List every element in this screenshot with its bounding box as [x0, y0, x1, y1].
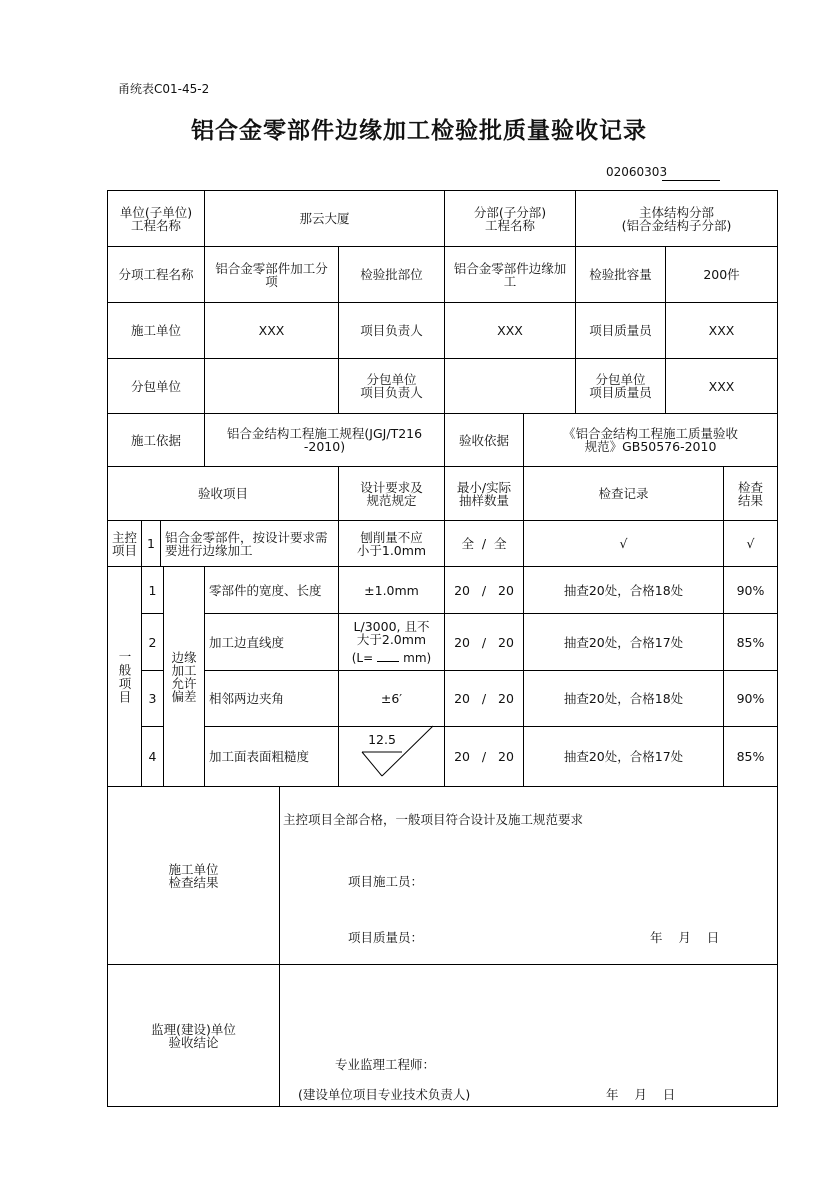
supervision-label: 监理(建设)单位 验收结论 [151, 1021, 236, 1050]
subcontract-unit-value [205, 359, 338, 413]
general-row-2-item: 加工边直线度 [209, 634, 285, 650]
subdivision-label: 分部(子分部) 工程名称 [473, 204, 547, 233]
inspection-part-label: 检验批部位 [360, 267, 423, 282]
main-control-requirement: 刨削量不应 小于1.0mm [356, 529, 427, 558]
general-row-2-result: 85% [736, 634, 765, 650]
construction-unit-value: XXX [258, 323, 285, 338]
main-control-result: √ [746, 536, 755, 551]
general-row-4-item: 加工面表面粗糙度 [209, 749, 310, 764]
length-blank [377, 651, 399, 662]
main-control-sampling: 全 / 全 [461, 536, 507, 551]
general-row-2-no: 2 [148, 634, 157, 650]
general-label-text: 一般项目 [117, 649, 132, 704]
form-code: 甬统表C01-45-2 [118, 82, 210, 96]
main-control-label: 主控 项目 [111, 529, 137, 558]
subcontract-manager-label: 分包单位 项目负责人 [360, 372, 423, 400]
construction-basis-label: 施工依据 [130, 432, 181, 448]
subcontract-unit-label: 分包单位 [130, 378, 181, 394]
header-item: 验收项目 [197, 486, 248, 501]
page-title: 铝合金零部件边缘加工检验批质量验收记录 [191, 117, 647, 144]
general-row-2-sampling: 20 / 20 [454, 634, 514, 650]
supervision-engineer-label: 专业监理工程师： [335, 1057, 436, 1072]
general-row-3-requirement: ±6′ [380, 691, 403, 706]
main-control-record: √ [619, 536, 628, 551]
length-prefix: (L= [351, 650, 374, 665]
unit-value: 那云大厦 [299, 211, 350, 226]
construction-inspector-label: 项目施工员： [348, 874, 424, 889]
supervision-date: 年 月 日 [606, 1087, 676, 1102]
subcontract-quality-value: XXX [708, 378, 735, 394]
item-project-value: 铝合金零部件加工分项 [215, 260, 328, 289]
general-row-4-result: 85% [736, 749, 765, 764]
general-row-4-record: 抽查20处，合格17处 [563, 749, 684, 764]
general-row-3-sampling: 20 / 20 [454, 691, 514, 706]
doc-number: 02060303 [606, 165, 668, 179]
batch-capacity-value: 200件 [703, 267, 740, 282]
batch-capacity-label: 检验批容量 [589, 267, 652, 282]
construction-basis-value: 铝合金结构工程施工规程(JGJ/T216 -2010) [226, 426, 423, 454]
project-manager-label: 项目负责人 [360, 323, 423, 338]
general-row-1-record: 抽查20处，合格18处 [563, 582, 684, 598]
header-design-req: 设计要求及 规范规定 [360, 479, 423, 508]
item-project-label: 分项工程名称 [118, 267, 194, 282]
construction-date: 年 月 日 [650, 930, 720, 945]
main-control-no: 1 [147, 536, 155, 551]
header-record: 检查记录 [598, 486, 649, 501]
header-sampling: 最小/实际 抽样数量 [456, 479, 512, 508]
general-group-label: 边缘 加工 允许 偏差 [171, 649, 197, 704]
project-manager-value: XXX [497, 323, 523, 338]
general-row-2-requirement-cell [339, 614, 444, 670]
general-row-3-no: 3 [148, 691, 157, 706]
general-row-1-no: 1 [148, 582, 157, 598]
subdivision-value: 主体结构分部 (铝合金结构子分部) [621, 204, 732, 233]
general-label [108, 567, 141, 786]
general-row-1-result: 90% [736, 582, 765, 598]
general-row-2-requirement: L/3000, 且不 大于2.0mm [353, 618, 430, 647]
general-row-2-record: 抽查20处，合格17处 [563, 634, 684, 650]
general-row-4-requirement: 12.5 [368, 731, 396, 747]
general-row-4-sampling: 20 / 20 [454, 749, 514, 764]
general-row-3-record: 抽查20处，合格18处 [563, 691, 684, 706]
general-row-3-item: 相邻两边夹角 [209, 691, 285, 706]
general-row-4-no: 4 [148, 749, 157, 764]
acceptance-basis-label: 验收依据 [458, 432, 509, 448]
main-control-item: 铝合金零部件，按设计要求需要进行边缘加工 [165, 529, 328, 558]
general-row-1-item: 零部件的宽度、长度 [209, 582, 322, 598]
inspection-part-value: 铝合金零部件边缘加工 [453, 260, 567, 289]
construction-check-conclusion: 主控项目全部合格，一般项目符合设计及施工规范要求 [283, 812, 584, 827]
header-result: 检查 结果 [737, 479, 763, 508]
construction-quality-label: 项目质量员： [348, 930, 424, 945]
acceptance-basis-value: 《铝合金结构工程施工质量验收 规范》GB50576-2010 [562, 426, 738, 454]
construction-check-label: 施工单位 检查结果 [168, 861, 219, 890]
general-row-1-requirement: ±1.0mm [364, 582, 419, 598]
quality-officer-label: 项目质量员 [589, 323, 652, 338]
general-row-2-length-field [352, 651, 431, 665]
quality-officer-value: XXX [708, 323, 735, 338]
unit-label: 单位(子单位) 工程名称 [119, 204, 193, 233]
general-row-1-sampling: 20 / 20 [454, 582, 514, 598]
construction-unit-label: 施工单位 [130, 323, 181, 338]
supervision-owner-label: (建设单位项目专业技术负责人) [298, 1087, 471, 1102]
subcontract-manager-value [445, 359, 575, 413]
subcontract-quality-label: 分包单位 项目质量员 [589, 372, 652, 400]
length-suffix: mm) [403, 650, 432, 665]
general-row-3-result: 90% [736, 691, 765, 706]
